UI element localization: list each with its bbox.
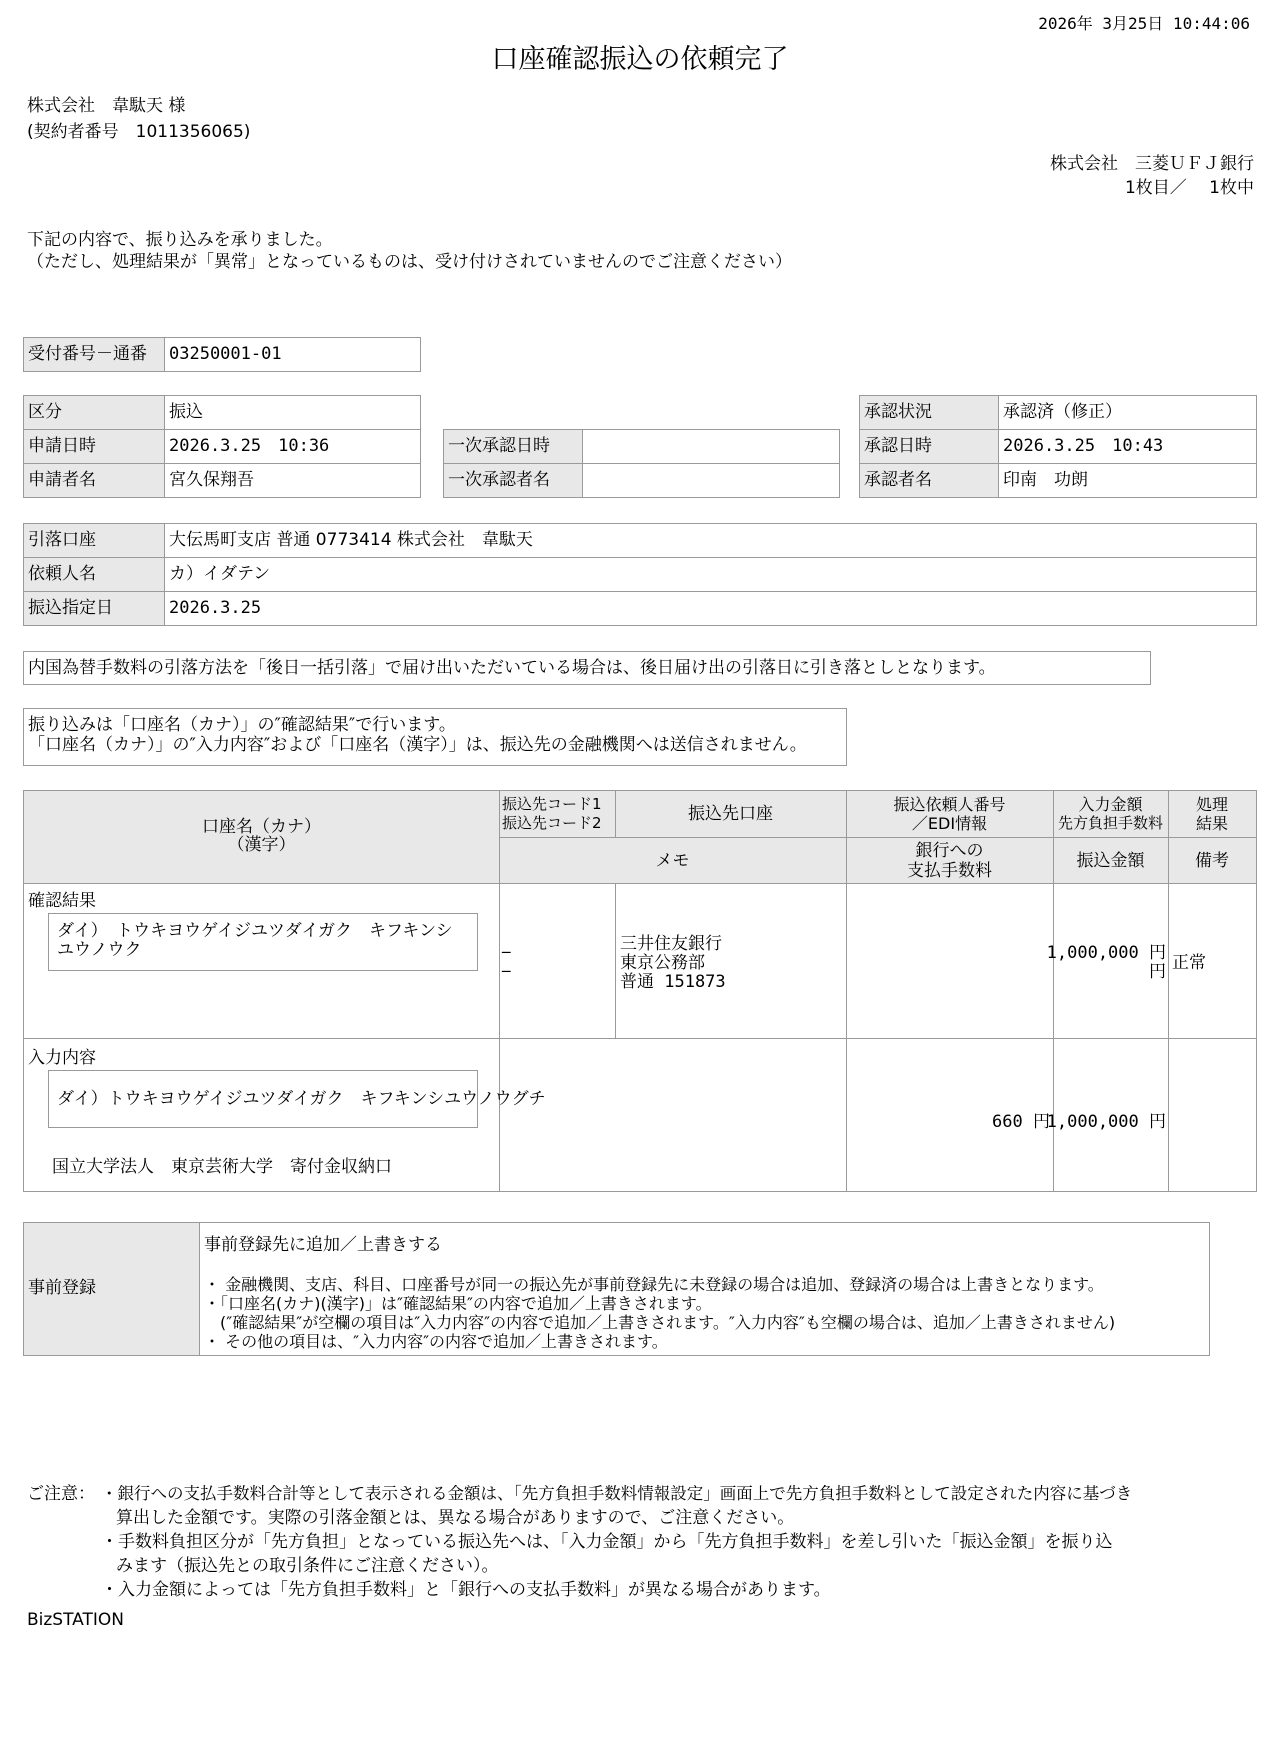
confirm-kana: ダイ） トウキヨウゲイジユツダイガク キフキンシユウノウク xyxy=(57,921,453,960)
h-code2: 振込先コード2 xyxy=(502,814,602,832)
receipt-label: 受付番号－通番 xyxy=(24,338,165,372)
prereg-bullet-1: ・ 金融機関、支店、科目、口座番号が同一の振込先が事前登録先に未登録の場合は追加、登録済の場合は上書きとなります。 xyxy=(204,1275,1104,1294)
h-edi-1: 振込依頼人番号 xyxy=(893,795,1006,814)
debit-label: 引落口座 xyxy=(24,524,165,558)
kubun-value: 振込 xyxy=(165,396,421,430)
caution-label: ご注意： xyxy=(27,1484,95,1504)
h-result-2: 結果 xyxy=(1195,814,1228,833)
caution-1a: ・銀行への支払手数料合計等として表示される金額は、「先方負担手数料情報設定」画面上で先方負担手数料として設定された内容に基づき xyxy=(101,1484,1133,1503)
confirm-account: 普通 151873 xyxy=(620,972,726,992)
page-counter: 1枚目／ 1枚中 xyxy=(1124,178,1254,198)
receipt-value: 03250001-01 xyxy=(165,338,421,372)
confirm-result: 正常 xyxy=(1172,953,1206,973)
brand: BizSTATION xyxy=(27,1610,124,1630)
first-name-value xyxy=(583,464,840,498)
prereg-bullet-2: ・「口座名(カナ)(漢字)」は″確認結果″の内容で追加／上書きされます。 xyxy=(204,1294,712,1313)
prereg-box xyxy=(23,1222,1210,1356)
input-amount: 1,000,000 円 xyxy=(1046,1112,1166,1132)
h-dest: 振込先口座 xyxy=(688,804,773,824)
first-time-value xyxy=(583,430,840,464)
caution-2b: みます（振込先との取引条件にご注意ください）。 xyxy=(116,1556,499,1576)
prereg-bullet-3: (″確認結果″が空欄の項目は″入力内容″の内容で追加／上書きされます。″入力内容″も空欄の場合は、追加／上書きされません) xyxy=(204,1313,1116,1332)
h-edi-2: ／EDI情報 xyxy=(911,814,988,833)
debit-value: 大伝馬町支店 普通 0773414 株式会社 韋駄天 xyxy=(165,524,1257,558)
status-label: 承認状況 xyxy=(860,396,999,430)
caution-1b: 算出した金額です。実際の引落金額とは、異なる場合がありますので、ご注意ください。 xyxy=(116,1508,795,1528)
h-amount-2: 先方負担手数料 xyxy=(1057,814,1163,832)
input-kana-box xyxy=(48,1070,546,1128)
h-name-kanji: （漢字） xyxy=(227,835,296,855)
kana-notice-line-1: 振り込みは「口座名（カナ）」の″確認結果″で行います。 xyxy=(28,715,456,735)
contract-number: (契約者番号 1011356065) xyxy=(27,122,251,142)
h-code1: 振込先コード1 xyxy=(502,795,602,813)
h-memo: メモ xyxy=(655,851,690,871)
input-kana: ダイ）トウキヨウゲイジユツダイガク キフキンシユウノウグチ xyxy=(57,1089,546,1109)
confirm-kana-box xyxy=(48,913,478,971)
prereg-label: 事前登録 xyxy=(28,1278,96,1298)
h-name-kana: 口座名（カナ） xyxy=(202,817,321,837)
h-transfer: 振込金額 xyxy=(1076,851,1145,871)
kubun-label: 区分 xyxy=(24,396,165,430)
approver-value: 印南 功朗 xyxy=(999,464,1257,498)
h-fee-1: 銀行への xyxy=(915,841,984,861)
applicant-label: 申請者名 xyxy=(24,464,165,498)
confirm-bank: 三井住友銀行 xyxy=(620,934,722,954)
kana-notice xyxy=(23,708,847,766)
requester-value: カ）イダテン xyxy=(165,558,1257,592)
confirm-fee-unit: 円 xyxy=(1149,962,1166,982)
confirm-label: 確認結果 xyxy=(28,891,96,911)
confirm-branch: 東京公務部 xyxy=(620,953,705,973)
transfer-table xyxy=(23,790,1257,1192)
approve-time-value: 2026.3.25 10:43 xyxy=(999,430,1257,464)
receipt-table xyxy=(23,337,421,372)
account-table xyxy=(23,523,1257,626)
h-amount-1: 入力金額 xyxy=(1078,795,1143,814)
confirm-code1: _ xyxy=(502,934,511,954)
confirm-code2: _ xyxy=(502,953,511,973)
apply-time-label: 申請日時 xyxy=(24,430,165,464)
approval-table xyxy=(859,395,1257,498)
timestamp: 2026年 3月25日 10:44:06 xyxy=(1038,14,1250,33)
h-fee-2: 支払手数料 xyxy=(907,861,992,881)
input-label: 入力内容 xyxy=(28,1048,96,1068)
prereg-title: 事前登録先に追加／上書きする xyxy=(204,1235,442,1255)
prereg-bullet-4: ・ その他の項目は、″入力内容″の内容で追加／上書きされます。 xyxy=(204,1332,668,1351)
first-approval-table xyxy=(443,429,840,498)
caution-3: ・入力金額によっては「先方負担手数料」と「銀行への支払手数料」が異なる場合があります。 xyxy=(101,1580,831,1600)
customer-name: 株式会社 韋駄天 様 xyxy=(27,96,186,116)
date-label: 振込指定日 xyxy=(24,592,165,626)
fee-notice: 内国為替手数料の引落方法を「後日一括引落」で届け出いただいている場合は、後日届け出の引落日に引き落としとなります。 xyxy=(23,651,1151,685)
status-value: 承認済（修正） xyxy=(999,396,1257,430)
intro-line-1: 下記の内容で、振り込みを承りました。 xyxy=(27,230,333,250)
approver-label: 承認者名 xyxy=(860,464,999,498)
date-value: 2026.3.25 xyxy=(165,592,1257,626)
applicant-value: 宮久保翔吾 xyxy=(165,464,421,498)
application-table xyxy=(23,395,421,498)
input-fee: 660 円 xyxy=(992,1112,1050,1132)
requester-label: 依頼人名 xyxy=(24,558,165,592)
kana-notice-line-2: 「口座名（カナ）」の″入力内容″および「口座名（漢字）」は、振込先の金融機関へは送信されません。 xyxy=(28,735,807,756)
apply-time-value: 2026.3.25 10:36 xyxy=(165,430,421,464)
h-note: 備考 xyxy=(1195,851,1229,871)
first-name-label: 一次承認者名 xyxy=(444,464,583,498)
page-title: 口座確認振込の依頼完了 xyxy=(491,44,789,75)
first-time-label: 一次承認日時 xyxy=(444,430,583,464)
confirm-amount: 1,000,000 円 xyxy=(1046,943,1166,963)
caution-2a: ・手数料負担区分が「先方負担」となっている振込先へは、「入力金額」から「先方負担手数料」を差し引いた「振込金額」を振り込 xyxy=(101,1532,1113,1552)
input-kanji: 国立大学法人 東京芸術大学 寄付金収納口 xyxy=(52,1157,392,1177)
bank-name: 株式会社 三菱ＵＦＪ銀行 xyxy=(1050,154,1254,174)
intro-line-2: （ただし、処理結果が「異常」となっているものは、受け付けされていませんのでご注意ください） xyxy=(27,252,792,272)
approve-time-label: 承認日時 xyxy=(860,430,999,464)
h-result-1: 処理 xyxy=(1195,795,1228,814)
